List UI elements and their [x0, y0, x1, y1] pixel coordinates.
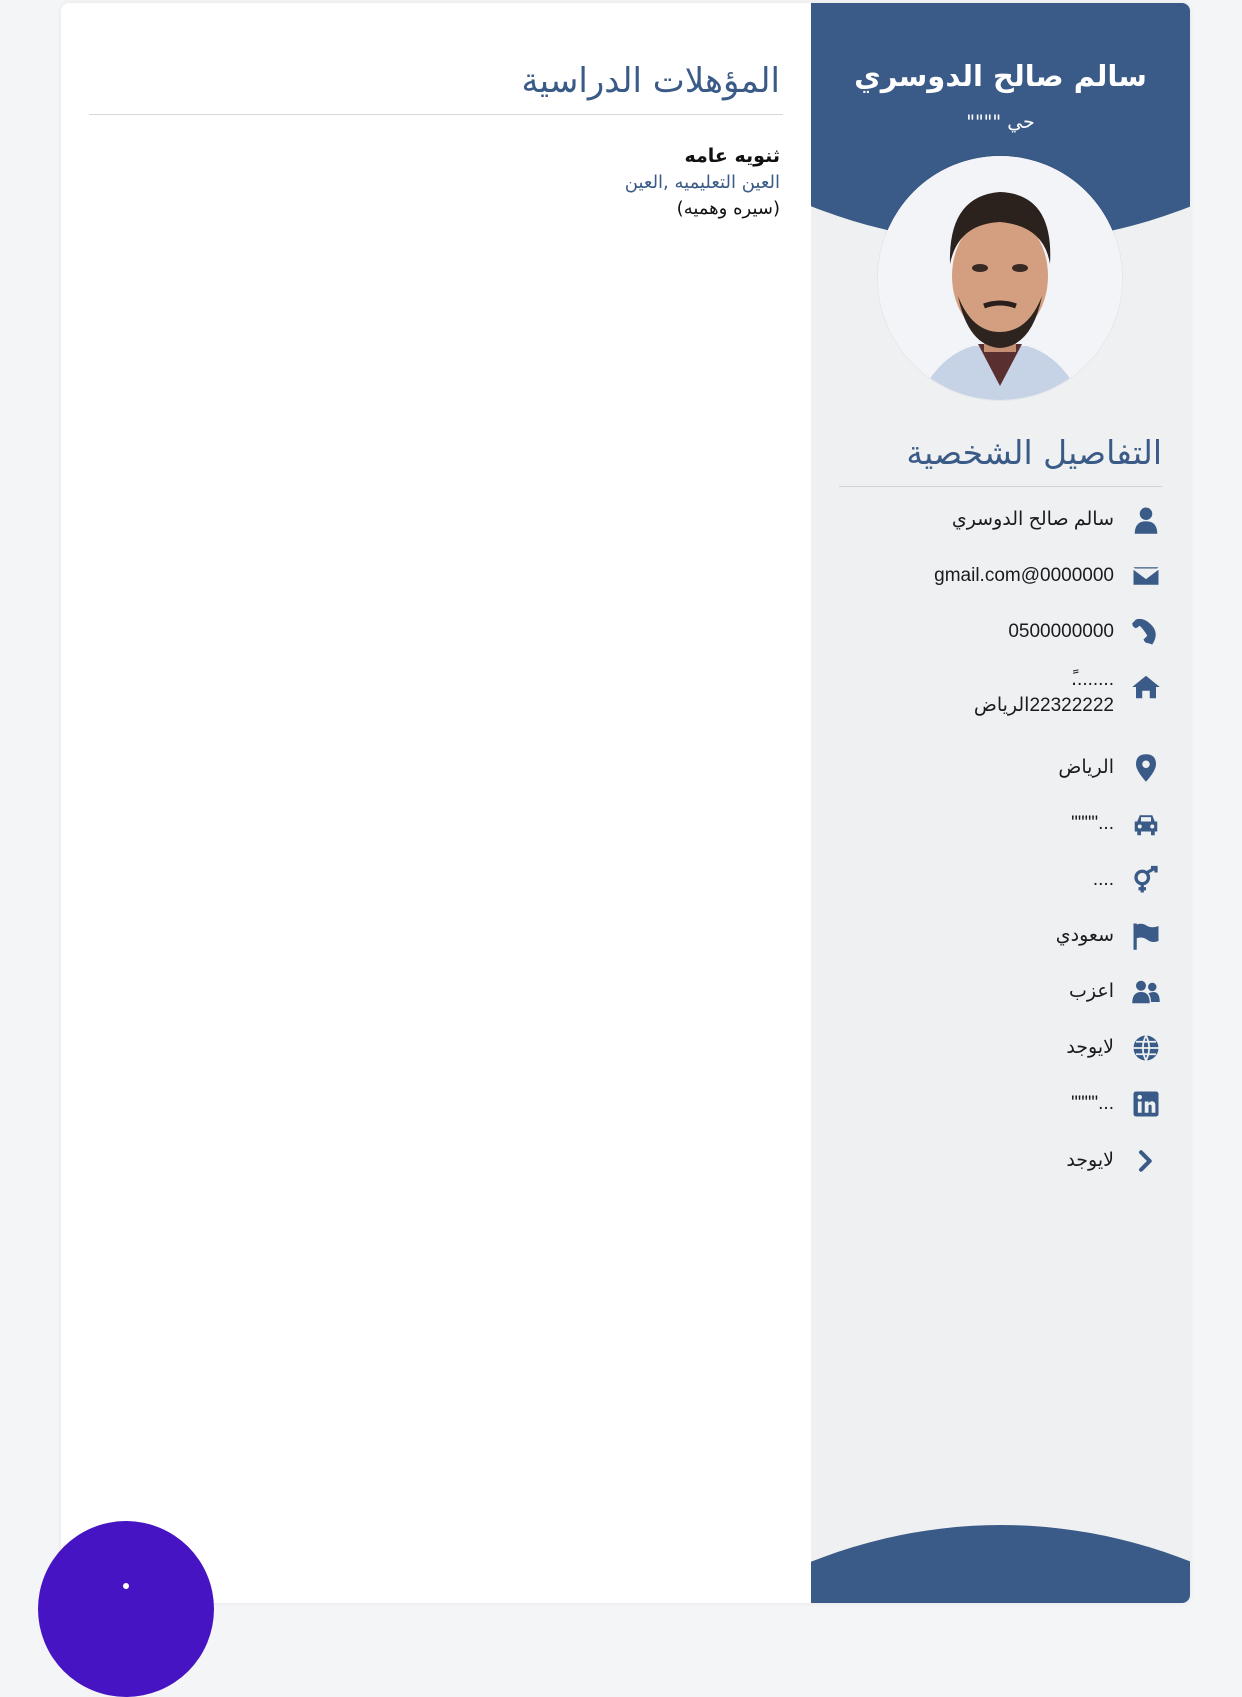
detail-row-gender: [1093, 860, 1166, 900]
sidebar-footer-wave: [811, 1525, 1190, 1603]
education-school: العين التعليميه ,العين: [624, 172, 780, 193]
detail-text: لايوجد: [1066, 1037, 1114, 1058]
detail-row-other: [1066, 1141, 1166, 1181]
detail-row-marital: [1069, 972, 1166, 1012]
avatar: [878, 156, 1122, 400]
detail-text: ....: [1092, 869, 1114, 890]
detail-row-linkedin: [1071, 1084, 1166, 1124]
users-icon: [1126, 972, 1166, 1012]
detail-text: سعودي: [1055, 925, 1114, 946]
avatar-photo: [878, 156, 1122, 400]
education-note: (سيره وهميه): [676, 198, 780, 219]
address-line-1: ........ً: [1071, 669, 1114, 690]
map-marker-icon: [1126, 748, 1166, 788]
detail-text: سالم صالح الدوسري: [951, 509, 1114, 530]
sidebar: [811, 3, 1190, 1603]
address-line-2: 22322222الرياض: [973, 695, 1114, 716]
flag-icon: [1126, 916, 1166, 956]
detail-text: ..."""": [1071, 813, 1114, 834]
person-name-header: سالم صالح الدوسري: [854, 59, 1147, 93]
detail-text: لايوجد: [1066, 1150, 1114, 1171]
detail-row-name: [952, 500, 1166, 540]
education-divider: [89, 114, 783, 115]
detail-text: الرياض: [1058, 757, 1114, 778]
detail-row-driving: [1071, 804, 1166, 844]
education-section-title: المؤهلات الدراسية: [521, 61, 780, 101]
education-degree: ثنويه عامه: [684, 145, 780, 167]
detail-text: 0500000000: [1008, 621, 1114, 642]
person-subtitle: حي """": [966, 111, 1035, 133]
detail-row-address: [974, 667, 1166, 719]
detail-text: ..."""": [1071, 1093, 1114, 1114]
fab-icon: [123, 1583, 129, 1589]
detail-text: 0000000@gmail.com: [934, 565, 1114, 586]
detail-text: [974, 667, 1114, 719]
gender-icon: [1126, 860, 1166, 900]
user-icon: [1126, 500, 1166, 540]
detail-row-email: [934, 556, 1166, 596]
personal-details-divider: [839, 486, 1162, 487]
personal-details-title: التفاصيل الشخصية: [906, 433, 1162, 472]
resume-page: [61, 3, 1190, 1603]
detail-row-nationality: [1056, 916, 1166, 956]
linkedin-icon: [1126, 1084, 1166, 1124]
car-icon: [1126, 804, 1166, 844]
detail-row-website: [1066, 1028, 1166, 1068]
chevron-right-icon: [1126, 1141, 1166, 1181]
detail-row-city: [1058, 748, 1166, 788]
envelope-icon: [1126, 556, 1166, 596]
detail-text: اعزب: [1069, 981, 1114, 1002]
globe-icon: [1126, 1028, 1166, 1068]
detail-row-phone: [1008, 612, 1166, 652]
home-icon: [1126, 667, 1166, 707]
phone-icon: [1126, 612, 1166, 652]
floating-action-button[interactable]: [38, 1521, 214, 1697]
